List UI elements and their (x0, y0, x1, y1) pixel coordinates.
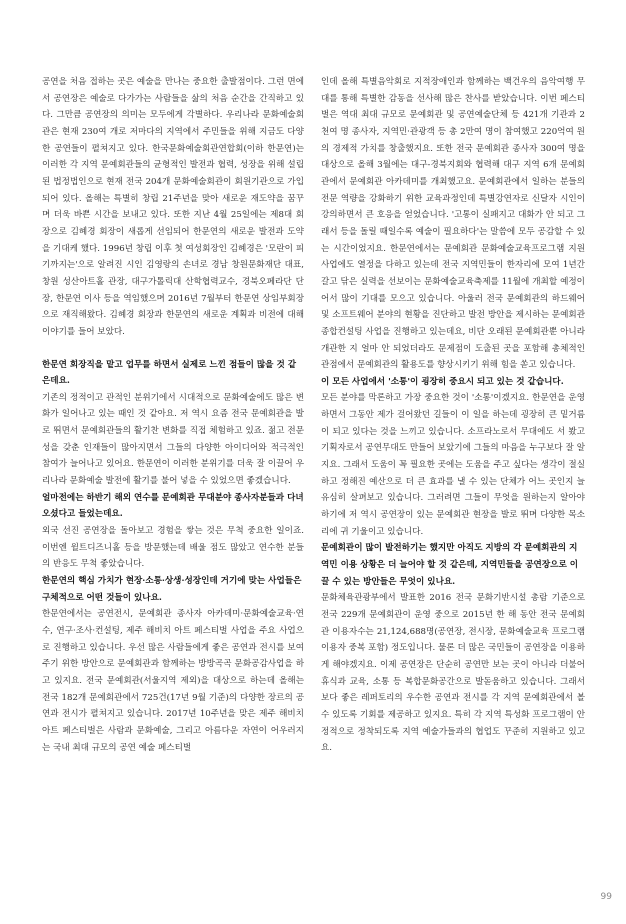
answer-paragraph: 한문연에서는 공연전시, 문예회관 종사자 아카데미·문화예술교육·연수, 연구·조사·컨설팅, 제주 해비치 아트 페스티벌 사업을 주요 사업으로 진행하고 있습니다. 우선 많은 사람들에게 좋은 공연과 전시를 보여주기 위한 방안으로 문예회관과 함께하는 방방곡곡 문화공감사업을 하고 있지요. 전국 문예회관(서울지역 제외)을 대상으로 하는데 올해는 전국 182개 문예회관에서 725건(17년 9월 기준)의 다양한 장르의 공연과 전시가 펼쳐지고 있습니다. 2017년 10주년을 맞은 제주 해비치 아트 페스티벌은 사람과 문화예술, 그리고 아름다운 자연이 어우러지는 국내 최대 규모의 공연 예술 페스티벌 (42, 609, 304, 753)
answer-paragraph: 인데 올해 특별음악회로 지적장애인과 함께하는 백건우의 음악여행 무대를 통해 특별한 감동을 선사해 많은 찬사를 받았습니다. 이번 페스티벌은 역대 최대 규모로 문예회관 및 공연예술단체 등 421개 기관과 2천여 명 종사자, 지역민·관광객 등 총 2만여 명이 참여했고 220억여 원의 경제적 가치를 창출했지요. 또한 전국 문예회관 종사자 300여 명을 대상으로 올해 3월에는 대구-경북지회와 협력해 대구 지역 6개 문예회관에서 문예회관 아카데미를 개최했고요. 문예회관에서 일하는 분들의 전문 역량을 강화하기 위한 교육과정인데 특별강연자로 신달자 시인이 강의하면서 큰 호응을 얻었습니다. '고통이 실패지고 대화가 안 되고 그래서 등을 돌릴 때일수록 예술이 필요하다'는 말씀에 모두 공감할 수 있는 시간이었지요. 한문연에서는 문예회관 문화예술교육프로그램 지원 사업에도 열정을 다하고 있는데 전국 지역민들이 한자리에 모여 1년간 갈고 닦은 실력을 선보이는 문화예술교육축제를 11월에 개최할 예정이어서 많이 기대를 모으고 있습니다. 아울러 전국 문예회관의 하드웨어 및 소프트웨어 분야의 현황을 진단하고 발전 방안을 제시하는 문예회관 종합컨설팅 사업을 진행하고 있는데요, 비단 오래된 문예회관뿐 아니라 개관한 지 얼마 안 되었더라도 문제점이 도출된 곳을 포함해 총체적인 관점에서 문예회관의 활용도를 향상시키기 위해 힘을 쏟고 있습니다. (321, 77, 585, 371)
answer-paragraph: 외국 선진 공연장을 돌아보고 경험을 쌓는 것은 무척 중요한 일이죠. 이번엔 윌트디즈니홀 등을 방문했는데 배울 점도 많았고 연수한 분들의 반응도 무척 좋았습니다. (42, 526, 304, 570)
right-column (321, 74, 585, 757)
question-heading: 이 모든 사업에서 '소통'이 굉장히 중요시 되고 있는 것 같습니다. (321, 376, 564, 387)
intro-paragraph: 공연을 처음 접하는 곳은 예술을 만나는 중요한 출발점이다. 그런 면에서 공연장은 예술로 다가가는 사람들을 삶의 처음 순간을 간직하고 있다. 그만큼 공연장의 의미는 모두에게 각별하다. 우리나라 문화예술회관은 현재 230여 개로 저마다의 지역에서 주민들을 위해 지금도 다양한 공연들이 펼쳐지고 있다. 한국문화예술회관연합회(이하 한문연)는 이러한 각 지역 문예회관들의 균형적인 발전과 협력, 성장을 위해 설립된 법정법인으로 현재 전국 204개 문화예술회관이 회원기관으로 가입되어 있다. 올해는 특별히 창립 21주년을 맞아 새로운 재도약을 꿈꾸며 더욱 바쁜 시간을 보내고 있다. 또한 지난 4월 25일에는 제8대 회장으로 김혜경 회장이 새롭게 선임되어 한문연의 새로운 발전과 도약을 기대케 했다. 1996년 창립 이후 첫 여성회장인 김혜경은 '모란이 피기까지는'으로 알려진 시인 김영랑의 손녀로 경남 창원문화재단 대표, 창원 성산아트홀 관장, 대구가톨릭대 산학협력교수, 경북오페라단 단장, 한문연 이사 등을 역임했으며 2016년 7월부터 한문연 상임부회장으로 재직해왔다. 김혜경 회장과 한문연의 새로운 계획과 비전에 대해 이야기를 들어 보았다. (42, 77, 304, 337)
left-column (42, 74, 304, 756)
answer-paragraph: 문화체육관광부에서 발표한 2016 전국 문화기반시설 총람 기준으로 전국 229개 문예회관이 운영 중으로 2015년 한 해 동안 전국 문예회관 이용자수는 21,124,688명(공연장, 전시장, 문화예술교육 프로그램 이용자 중복 포함) 정도입니다. 물론 더 많은 국민들이 공연장을 이용하게 해야겠지요. 이제 공연장은 단순히 공연만 보는 곳이 아니라 더불어 휴식과 교육, 소통 등 복합문화공간으로 발돋움하고 있습니다. 그래서 보다 좋은 레퍼토리의 우수한 공연과 전시를 각 지역 문예회관에서 볼 수 있도록 기회를 제공하고 있지요. 특히 각 지역 특성화 프로그램이 안정적으로 정착되도록 지역 예술가들과의 협업도 꾸준히 지원하고 있고요. (321, 593, 585, 754)
question-heading: 얼마전에는 하반기 해외 연수를 문예회관 무대분야 종사자분들과 다녀오셨다고 들었는데요. (42, 492, 304, 520)
paragraph-gap (42, 341, 304, 357)
question-heading: 한문연 회장직을 맡고 업무를 하면서 실제로 느낀 점들이 많을 것 같은데요. (42, 359, 297, 387)
answer-paragraph: 모든 분야를 막론하고 가장 중요한 것이 '소통'이겠지요. 한문연을 운영하면서 그동안 제가 걸어왔던 길들이 이 일을 하는데 굉장히 큰 밑거름이 되고 있다는 것을 느끼고 있습니다. 소프라노로서 무대에도 서 봤고 기획자로서 공연무대도 만들어 보았기에 그들의 마음을 누구보다 잘 알지요. 그래서 도움이 꼭 필요한 곳에는 도움을 주고 싶다는 생각이 절실하고 정해진 예산으로 더 큰 효과를 낼 수 있는 단체가 어느 곳인지 늘 유심히 살펴보고 있습니다. 그러려면 그들이 무엇을 원하는지 알아야 하기에 저 역시 공연장이 있는 문예회관 현장을 발로 뛰며 다양한 목소리에 귀 기울이고 있습니다. (321, 393, 585, 537)
answer-paragraph: 기존의 정적이고 관적인 분위기에서 시대적으로 문화예술에도 많은 변화가 일어나고 있는 때인 것 같아요. 저 역시 요즘 전국 문예회관을 발로 뛰면서 문예회관들의 활기찬 변화를 직접 체험하고 있죠. 젊고 전문성을 갖춘 인재들이 많아지면서 그들의 다양한 아이디어와 적극적인 참여가 늘어나고 있어요. 한문연이 이러한 분위기를 더욱 잘 이끌어 우리나라 문화예술 발전에 활기를 불어 넣을 수 있었으면 좋겠습니다. (42, 392, 304, 487)
question-heading: 문예회관이 많이 발전하기는 했지만 아직도 지방의 각 문예회관의 지역민 이용 상황은 더 늘어야 할 것 같은데, 지역민들을 공연장으로 이끌 수 있는 방안들은 무엇이 있나요. (321, 543, 579, 587)
page-number: 99 (600, 892, 612, 902)
question-heading: 한문연의 핵심 가치가 현장·소통·상생·성장인데 거기에 맞는 사업들은 구체적으로 어떤 것들이 있나요. (42, 576, 302, 603)
